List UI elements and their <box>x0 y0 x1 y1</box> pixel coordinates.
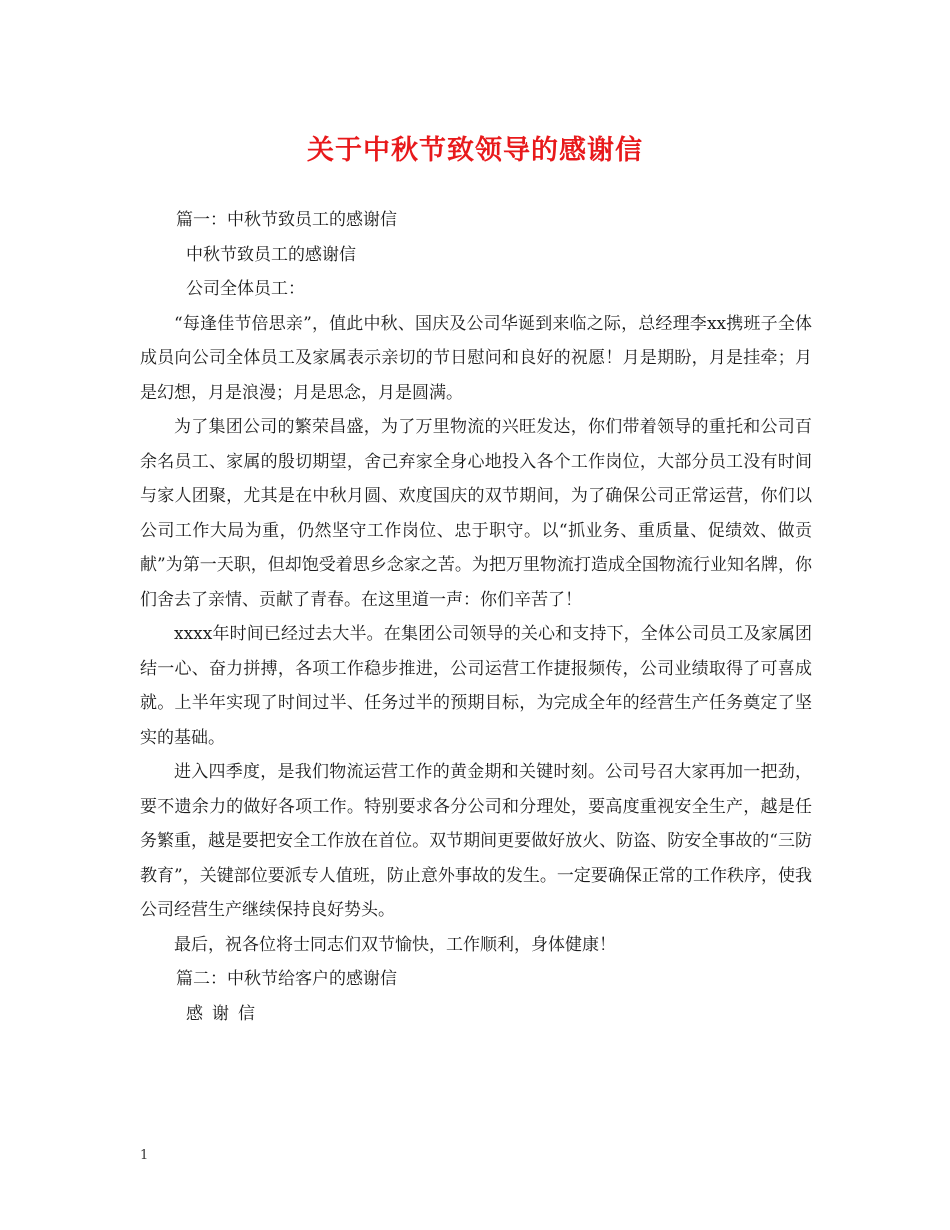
section-heading-1: 篇一：中秋节致员工的感谢信 <box>176 210 397 230</box>
paragraph-safety: 进入四季度，是我们物流运营工作的黄金期和关键时刻。公司号召大家再加一把劲，要不遗余力的做好各项工作。特别要求各分公司和分理处，要高度重视安全生产，越是任务繁重，越是要把安全工作放在首位。双节期间更要做好放火、防盗、防安全事故的“三防教育”，关键部位要派专人值班，防止意外事故的发生。一定要确保正常的工作秩序，使我公司经营生产继续保持良好势头。 <box>140 762 812 920</box>
salutation: 公司全体员工： <box>186 279 305 299</box>
page-number: 1 <box>140 1148 149 1163</box>
section-subtitle-2: 感谢信 <box>186 1003 264 1024</box>
section-subtitle-1: 中秋节致员工的感谢信 <box>186 244 356 265</box>
paragraph-greeting: “每逢佳节倍思亲”，值此中秋、国庆及公司华诞到来临之际，总经理李xx携班子全体成员向公司全体员工及家属表示亲切的节日慰问和良好的祝愿！月是期盼，月是挂牵；月是幻想，月是浪漫；月是思念，月是圆满。 <box>140 313 812 403</box>
paragraph-progress: xxxx年时间已经过去大半。在集团公司领导的关心和支持下，全体公司员工及家属团结一心、奋力拼搏，各项工作稳步推进，公司运营工作捷报频传，公司业绩取得了可喜成就。上半年实现了时间过半、任务过半的预期目标，为完成全年的经营生产任务奠定了坚实的基础。 <box>140 624 812 748</box>
paragraph-thanks: 为了集团公司的繁荣昌盛，为了万里物流的兴旺发达，你们带着领导的重托和公司百余名员工、家属的殷切期望，舍己弃家全身心地投入各个工作岗位，大部分员工没有时间与家人团聚，尤其是在中秋月圆、欢度国庆的双节期间，为了确保公司正常运营，你们以公司工作大局为重，仍然坚守工作岗位、忠于职守。以“抓业务、重质量、促绩效、做贡献”为第一天职，但却饱受着思乡念家之苦。为把万里物流打造成全国物流行业知名牌，你们舍去了亲情、贡献了青春。在这里道一声：你们辛苦了！ <box>140 417 812 610</box>
paragraph-closing: 最后，祝各位将士同志们双节愉快，工作顺利，身体健康！ <box>174 934 616 955</box>
document-body <box>140 203 812 1031</box>
document-title: 关于中秋节致领导的感谢信 <box>307 135 643 166</box>
section-heading-2: 篇二：中秋节给客户的感谢信 <box>176 969 397 989</box>
